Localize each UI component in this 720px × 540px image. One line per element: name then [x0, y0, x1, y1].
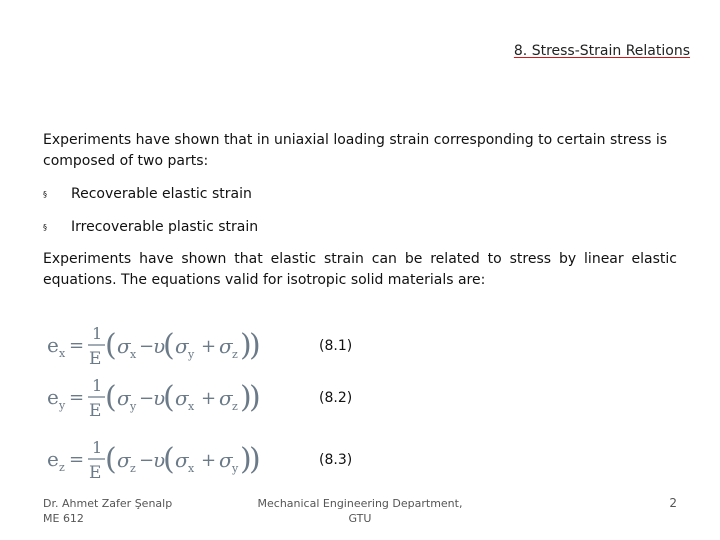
eq-paren-open-inner: (	[163, 328, 175, 363]
bullet-marker-icon: §	[43, 223, 47, 232]
eq-sigma: σ	[175, 386, 189, 410]
footer-author	[43, 496, 172, 526]
eq-sigma-sub: z	[232, 400, 238, 413]
eq-paren-close: )	[249, 328, 261, 363]
eq-lhs: e	[47, 447, 59, 471]
bullet-text: Recoverable elastic strain	[71, 186, 252, 202]
body-paragraph: Experiments have shown that elastic strain can be related to stress by linear elastic equations. The equations valid for isotropic solid materials are:	[43, 251, 677, 288]
eq-denominator: E	[89, 401, 102, 421]
eq-sigma-sub: y	[130, 400, 137, 413]
eq-equals: =	[69, 449, 85, 470]
bullet-text: Irrecoverable plastic strain	[71, 219, 259, 235]
equation-8-2	[45, 374, 285, 424]
eq-sigma: σ	[117, 334, 131, 358]
eq-numerator: 1	[92, 324, 103, 343]
eq-numerator: 1	[92, 376, 103, 395]
eq-plus: +	[201, 336, 217, 357]
footer-dept-name: Mechanical Engineering Department,	[257, 497, 463, 510]
eq-lhs-sub: y	[59, 399, 66, 412]
eq-minus: −	[139, 388, 155, 409]
eq-lhs-sub: x	[59, 347, 66, 360]
eq-paren-open-inner: (	[163, 380, 175, 415]
eq-sigma-sub: y	[188, 348, 195, 361]
eq-minus: −	[139, 450, 155, 471]
eq-paren-close-inner: )	[240, 328, 252, 363]
eq-sigma-sub: y	[232, 462, 239, 475]
bullet-marker-icon: §	[43, 190, 47, 199]
page-number: 2	[669, 496, 677, 510]
eq-paren-close-inner: )	[240, 442, 252, 477]
eq-paren-open: (	[105, 442, 117, 477]
eq-equals: =	[69, 335, 85, 356]
footer-course: ME 612	[43, 512, 84, 525]
eq-nu: υ	[153, 334, 166, 358]
eq-sigma: σ	[219, 386, 233, 410]
footer-author-name: Dr. Ahmet Zafer Şenalp	[43, 497, 173, 510]
footer-department	[250, 496, 470, 526]
eq-denominator: E	[89, 349, 102, 369]
eq-paren-close-inner: )	[240, 380, 252, 415]
equation-8-3	[45, 436, 285, 486]
eq-sigma: σ	[219, 334, 233, 358]
eq-sigma-sub: x	[188, 462, 195, 475]
equation-number: (8.3)	[319, 452, 353, 468]
eq-sigma: σ	[117, 448, 131, 472]
eq-sigma-sub: z	[130, 462, 136, 475]
eq-sigma-sub: z	[232, 348, 238, 361]
eq-sigma: σ	[175, 334, 189, 358]
eq-denominator: E	[89, 463, 102, 483]
eq-plus: +	[201, 450, 217, 471]
footer-university: GTU	[348, 512, 372, 525]
eq-plus: +	[201, 388, 217, 409]
eq-paren-open: (	[105, 380, 117, 415]
eq-paren-close: )	[249, 442, 261, 477]
equation-8-1	[45, 322, 285, 372]
eq-sigma: σ	[175, 448, 189, 472]
eq-lhs: e	[47, 333, 59, 357]
equation-number: (8.2)	[319, 390, 353, 406]
eq-paren-close: )	[249, 380, 261, 415]
eq-lhs-sub: z	[59, 461, 65, 474]
eq-paren-open: (	[105, 328, 117, 363]
eq-lhs: e	[47, 385, 59, 409]
equation-number: (8.1)	[319, 338, 353, 354]
eq-sigma: σ	[219, 448, 233, 472]
eq-paren-open-inner: (	[163, 442, 175, 477]
intro-paragraph: Experiments have shown that in uniaxial loading strain corresponding to certain stress is composed of two parts:	[43, 132, 668, 169]
eq-sigma: σ	[117, 386, 131, 410]
eq-nu: υ	[153, 448, 166, 472]
eq-minus: −	[139, 336, 155, 357]
eq-sigma-sub: x	[130, 348, 137, 361]
slide-title: 8. Stress-Strain Relations	[513, 43, 690, 59]
eq-equals: =	[69, 387, 85, 408]
eq-numerator: 1	[92, 438, 103, 457]
eq-sigma-sub: x	[188, 400, 195, 413]
eq-nu: υ	[153, 386, 166, 410]
